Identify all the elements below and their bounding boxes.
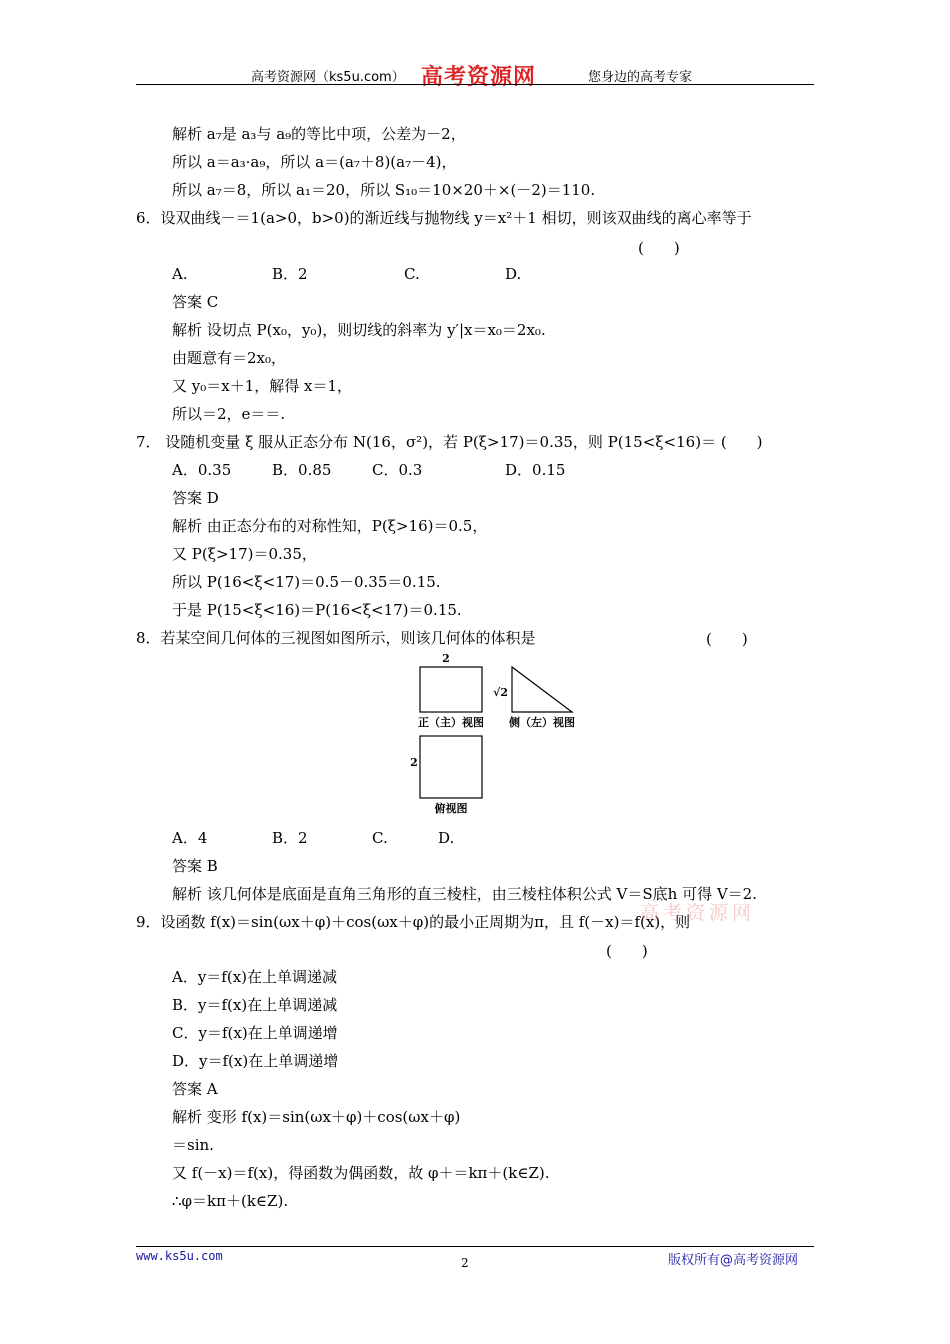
side-height-label: √2 xyxy=(493,686,508,699)
answer-blank: ( ) xyxy=(606,942,648,960)
top-caption: 俯视图 xyxy=(434,802,468,815)
option-b: B．2 xyxy=(272,265,308,283)
footer-divider xyxy=(136,1246,814,1247)
question-6: 6．设双曲线－＝1(a>0，b>0)的渐近线与抛物线 y＝x²＋1 相切，则该双曲线的离心率等于 xyxy=(136,209,752,227)
text-line: 解析 该几何体是底面是直角三角形的直三棱柱，由三棱柱体积公式 V＝S底h 可得 V＝2. xyxy=(172,885,757,903)
answer-blank: ( ) xyxy=(706,630,748,648)
three-view-figure xyxy=(400,650,590,820)
option-a: A. xyxy=(172,265,188,283)
answer-line: 答案 C xyxy=(172,293,219,311)
option-b: B．0.85 xyxy=(272,461,332,479)
text-line: 由题意有＝2x₀， xyxy=(172,349,287,367)
answer-line: 答案 D xyxy=(172,489,219,507)
text-line: 所以 P(16<ξ<17)＝0.5－0.35＝0.15. xyxy=(172,573,441,591)
text-line: ∴φ＝kπ＋(k∈Z). xyxy=(172,1192,289,1210)
question-9: 9．设函数 f(x)＝sin(ωx＋φ)＋cos(ωx＋φ)的最小正周期为π，且 f(－x)＝f(x)，则 xyxy=(136,913,691,931)
text-line: ＝sin. xyxy=(172,1136,214,1154)
header-logo: 高考资源网 xyxy=(421,64,537,90)
header-divider xyxy=(136,84,814,85)
side-view-triangle xyxy=(512,667,572,712)
three-view-drawing xyxy=(400,650,590,820)
front-view-rect xyxy=(420,667,482,712)
footer-copyright: 版权所有@高考资源网 xyxy=(668,1253,799,1268)
option-d: D. xyxy=(438,829,455,847)
question-8: 8．若某空间几何体的三视图如图所示，则该几何体的体积是 xyxy=(136,629,536,647)
option-b: B．2 xyxy=(272,829,308,847)
answer-blank: ( ) xyxy=(638,239,680,257)
front-caption: 正（主）视图 xyxy=(418,716,484,729)
text-line: 解析 由正态分布的对称性知，P(ξ>16)＝0.5， xyxy=(172,517,488,535)
question-7: 7． 设随机变量 ξ 服从正态分布 N(16，σ²)，若 P(ξ>17)＝0.35，则 P(15<ξ<16)＝ ( ) xyxy=(136,433,763,451)
option-c: C．y＝f(x)在上单调递增 xyxy=(172,1024,338,1042)
footer-link[interactable]: www.ks5u.com xyxy=(136,1249,223,1263)
text-line: 所以 a＝a₃·a₉，所以 a＝(a₇＋8)(a₇－4)， xyxy=(172,153,457,171)
option-c: C. xyxy=(372,829,388,847)
option-b: B．y＝f(x)在上单调递减 xyxy=(172,996,338,1014)
text-line: 解析 a₇是 a₃与 a₉的等比中项，公差为－2， xyxy=(172,125,466,143)
page-number: 2 xyxy=(461,1256,469,1270)
text-line: 所以 a₇＝8，所以 a₁＝20，所以 S₁₀＝10×20＋×(－2)＝110. xyxy=(172,181,596,199)
header-site: 高考资源网（ks5u.com） xyxy=(251,70,405,85)
header-slogan: 您身边的高考专家 xyxy=(588,70,693,85)
text-line: 所以＝2，e＝＝. xyxy=(172,405,286,423)
option-a: A．4 xyxy=(172,829,208,847)
text-line: 又 P(ξ>17)＝0.35， xyxy=(172,545,317,563)
answer-line: 答案 A xyxy=(172,1080,218,1098)
text-line: 又 f(－x)＝f(x)，得函数为偶函数，故 φ＋＝kπ＋(k∈Z). xyxy=(172,1164,550,1182)
page-header xyxy=(136,62,814,90)
text-line: 解析 变形 f(x)＝sin(ωx＋φ)＋cos(ωx＋φ) xyxy=(172,1108,461,1126)
text-line: 于是 P(15<ξ<16)＝P(16<ξ<17)＝0.15. xyxy=(172,601,462,619)
option-a: A．y＝f(x)在上单调递减 xyxy=(172,968,338,986)
front-width-label: 2 xyxy=(442,652,450,665)
top-view-rect xyxy=(420,736,482,798)
option-c: C. xyxy=(404,265,420,283)
text-line: 解析 设切点 P(x₀，y₀)，则切线的斜率为 y′|x＝x₀＝2x₀. xyxy=(172,321,546,339)
text-line: 又 y₀＝x＋1，解得 x＝1， xyxy=(172,377,353,395)
option-a: A．0.35 xyxy=(172,461,232,479)
option-d: D．y＝f(x)在上单调递增 xyxy=(172,1052,339,1070)
option-d: D．0.15 xyxy=(505,461,566,479)
top-height-label: 2 xyxy=(410,756,418,769)
answer-line: 答案 B xyxy=(172,857,218,875)
side-caption: 侧（左）视图 xyxy=(509,716,575,729)
option-d: D. xyxy=(505,265,522,283)
watermark: 高考资源网 xyxy=(640,902,756,924)
option-c: C．0.3 xyxy=(372,461,423,479)
